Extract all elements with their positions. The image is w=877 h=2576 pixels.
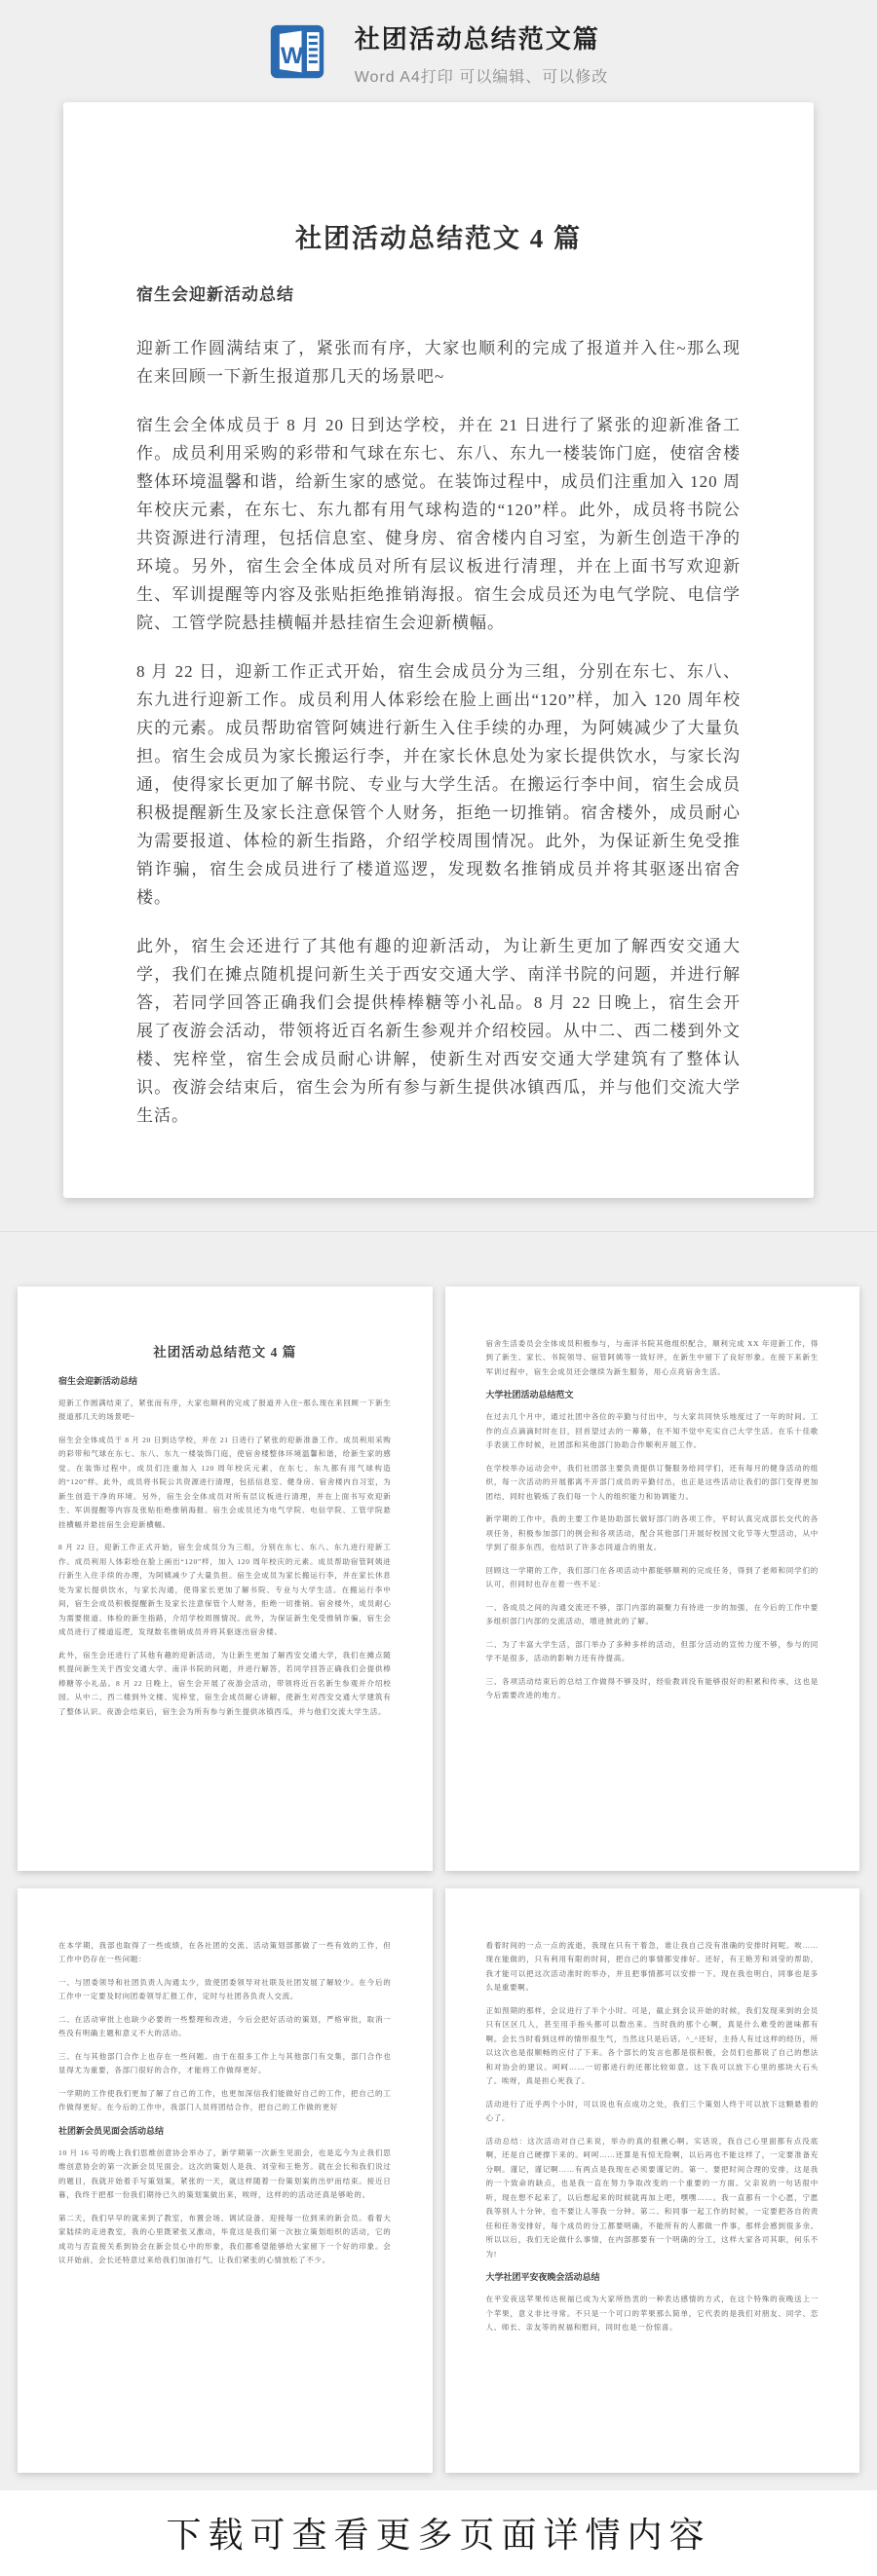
page-thumbnail-2[interactable] <box>445 1287 860 1871</box>
document-paragraph: 在学校举办运动会中，我们社团部主要负责提供订餐服务给同学们，还有每月的健身活动的组织，每一次活动的开展都离不开部门成员的辛勤付出，也正是这些活动让我们的部门变得更加团结，同时也锻炼了我们每一个人的组织能力和协调能力。 <box>485 1463 819 1501</box>
document-paragraph: 回顾这一学期的工作，我们部门在各项活动中都能够顺利的完成任务，得到了老师和同学们的认可，但同时也存在着一些不足： <box>485 1565 819 1589</box>
document-title: 社团活动总结范文 4 篇 <box>295 223 582 253</box>
document-paragraph: 此外，宿生会还进行了其他有趣的迎新活动，为让新生更加了解西安交通大学，我们在摊点随机提问新生关于西安交通大学、南洋书院的问题，并进行解答，若同学回答正确我们会提供棒棒糖等小礼品。8 月 22 日晚上，宿生会开展了夜游会活动，带领将近百名新生参观并介绍校园。从中二、西二楼到外文楼、宪梓堂，宿生会成员耐心讲解，使新生对西安交通大学建筑有了整体认识。夜游会结束后，宿生会为所有参与新生提供冰镇西瓜，并与他们交流大学生活。 <box>58 1650 392 1716</box>
document-paragraph: 正如预期的那样，会议进行了半个小时。可是，截止到会议开始的时候，我们发现来到的会员只有区区几人，甚至用手指头都可以数出来。当时我的那个心啊，真是什么难受的滋味都有啊。会长当时看到这样的情形很生气，当然这只是后话。^_^还好，主持人有过这样的经历，所以这次也是很顺畅的应付了下来。各个部长的发言也都是很积极，会员们也都说了自己的想法和对协会的建议。呵呵……一切都进行的还都比较如意。这下我可以放下心里的那块大石头了。唉呀，真是担心死我了。 <box>485 2005 819 2086</box>
document-paragraph: 一、与团委领导和社团负责人沟通太少，致使团委领导对社联及社团发展了解较少。在今后的工作中一定要及时向团委领导汇报工作，定时与社团各负责人交流。 <box>58 1977 392 2001</box>
document-paragraph: 一学期的工作使我们更加了解了自己的工作，也更加深信我们能做好自己的工作，把自己的工作做得更好。在今后的工作中，我部门人员将团结合作，把自己的工作做的更好 <box>58 2088 392 2112</box>
word-icon-letter: W <box>280 42 303 69</box>
document-paragraph: 第二天，我们早早的就来到了教室，布置会场、调试设备、迎接每一位到来的新会员。看着大家陆续的走进教室，我的心里既紧张又激动，毕竟这是我们第一次独立策划组织的活动，它的成功与否直接关系到协会在新会员心中的形象，我们都希望能够给大家留下一个好的印象。会议开始前，会长还特意过来给我们加油打气，让我们紧张的心情放松了不少。 <box>58 2213 392 2265</box>
section-heading: 大学社团活动总结范文 <box>485 1390 574 1400</box>
document-paragraph: 三、各项活动结束后的总结工作做得不够及时，经验教训没有能够很好的积累和传承，这也是今后需要改进的地方。 <box>485 1676 819 1700</box>
document-paragraph: 活动进行了近乎两个小时，可以说也有点成功之处，我们三个策划人终于可以放下这颗悬着的心了。 <box>485 2099 819 2123</box>
document-paragraph: 8 月 22 日，迎新工作正式开始，宿生会成员分为三组，分别在东七、东八、东九进行迎新工作。成员利用人体彩绘在脸上画出“120”样，加入 120 周年校庆的元素。成员帮助宿管阿姨进行新生入住手续的办理，为阿姨减少了大量负担。宿生会成员为家长搬运行李，并在家长休息处为家长提供饮水，与家长沟通，使得家长更加了解书院、专业与大学生活。在搬运行李中间，宿生会成员积极提醒新生及家长注意保管个人财务，拒绝一切推销。宿舍楼外，成员耐心为需要报道、体检的新生指路，介绍学校周围情况。此外，为保证新生免受推销诈骗，宿生会成员进行了楼道巡逻，发现数名推销成员并将其驱逐出宿舍楼。 <box>58 1543 392 1637</box>
document-paragraph: 看着时间的一点一点的流逝，我现在只有干着急，谁让我自己没有准确的安排时间呢。唉……现在能做的，只有利用有限的时间，把自己的事情都安排好。还好，有王艳芳和刘莹的帮助，我才能可以把这次活动准时的举办，并且把事情都可以安排一下。现在我也明白，同事也是多么是重要啊。 <box>485 1940 819 1993</box>
document-paragraph: 二、在活动审批上也缺少必要的一些整理和改进，今后会把好活动的策划，严格审批，取消一些没有明确主题和意义不大的活动。 <box>58 2014 392 2038</box>
header-text <box>355 23 609 87</box>
document-paragraph: 此外，宿生会还进行了其他有趣的迎新活动，为让新生更加了解西安交通大学，我们在摊点随机提问新生关于西安交通大学、南洋书院的问题，并进行解答，若同学回答正确我们会提供棒棒糖等小礼品。8 月 22 日晚上，宿生会开展了夜游会活动，带领将近百名新生参观并介绍校园。从中二、西二楼到外文楼、宪梓堂，宿生会成员耐心讲解，使新生对西安交通大学建筑有了整体认识。夜游会结束后，宿生会为所有参与新生提供冰镇西瓜，并与他们交流大学生活。 <box>136 936 741 1125</box>
footer <box>0 2490 877 2576</box>
document-paragraph: 二、为了丰富大学生活，部门举办了多种多样的活动，但部分活动的宣传力度不够，参与的同学不是很多，活动的影响力还有待提高。 <box>485 1639 819 1663</box>
document-paragraph: 在过去几个月中，通过社团中各位的辛勤与付出中，与大家共同快乐地度过了一年的时间。工作的点点滴滴时时在目，回首望过去的一幕幕，在不知不觉中充实自己大学生活。在乐十佳歌手表演工作时候，社团部和其他部门协助合作顺利开展工作。 <box>485 1412 819 1450</box>
document-paragraph: 宿舍生活委员会全体成员积极参与，与南洋书院其他组织配合，顺利完成 XX 年迎新工作，得到了新生、家长、书院领导、宿管阿姨等一致好评，在新生中留下了良好形象。在接下来新生军训过程中，宿生会成员还会继续为新生服务，用心点亮宿舍生活。 <box>485 1338 819 1376</box>
document-paragraph: 三、在与其他部门合作上也存在一些问题。由于在很多工作上与其他部门有交集，部门合作也显得尤为重要，各部门很好的合作，才能将工作做得更好。 <box>58 2051 392 2075</box>
section-heading: 社团新会员见面会活动总结 <box>58 2125 165 2136</box>
document-paragraph: 迎新工作圆满结束了，紧张而有序，大家也顺利的完成了报道并入住~那么现在来回顾一下新生报道那几天的场景吧~ <box>136 338 741 386</box>
page-thumbnail-3[interactable] <box>18 1888 433 2473</box>
document-paragraph: 一、各成员之间的沟通交流还不够，部门内部的凝聚力有待进一步的加强，在今后的工作中要多组织部门内部的交流活动，增进彼此的了解。 <box>485 1602 819 1626</box>
page-subtitle: Word A4打印 可以编辑、可以修改 <box>354 68 609 86</box>
page-thumbnail-4[interactable] <box>445 1888 860 2473</box>
document-paragraph: 宿生会全体成员于 8 月 20 日到达学校，并在 21 日进行了紧张的迎新准备工作。成员利用采购的彩带和气球在东七、东八、东九一楼装饰门庭，使宿舍楼整体环境温馨和谐，给新生家的感觉。在装饰过程中，成员们注重加入 120 周年校庆元素，在东七、东九都有用气球构造的“120”样。此外，成员将书院公共资源进行清理，包括信息室、健身房、宿舍楼内自习室，为新生创造干净的环境。另外，宿生会全体成员对所有层议板进行清理，并在上面书写欢迎新生、军训提醒等内容及张贴拒绝推销海报。宿生会成员还为电气学院、电信学院、工管学院悬挂横幅并悬挂宿生会迎新横幅。 <box>58 1435 392 1529</box>
document-paragraph: 在平安夜送苹果传达祝福已成为大家所热衷的一种表达感情的方式，在这个特殊的夜晚送上一个苹果，意义非比寻常。不只是一个可口的苹果那么简单，它代表的是我们对朋友、同学、恋人、师长、亲友等的祝福和慰问，同时也是一份惊喜。 <box>485 2295 819 2333</box>
section-heading: 宿生会迎新活动总结 <box>58 1375 138 1386</box>
section-heading: 大学社团平安夜晚会活动总结 <box>485 2272 600 2283</box>
page-title: 社团活动总结范文篇 <box>354 24 600 54</box>
document-paragraph: 10 月 16 号的晚上我们思维创意协会举办了，新学期第一次新生见面会，也是迄今为止我们思维创意协会的第一次新会员见面会。这次的策划人是我、刘莹和王艳芳。就在会长和我们说过的题目，我就开始着手写策划案，紧张的一天，就这样随着一份策划案的出炉而结束。接近日暮，我终于把那一份我们期待已久的策划案做出来，唉呀，这样的的活动还真是够呛的。 <box>58 2147 392 2200</box>
document-title: 社团活动总结范文 4 篇 <box>153 1344 297 1360</box>
document-paragraph: 迎新工作圆满结束了，紧张而有序，大家也顺利的完成了报道并入住~那么现在来回顾一下新生报道那几天的场景吧~ <box>58 1398 392 1422</box>
header <box>0 0 877 96</box>
document-paragraph: 活动总结：这次活动对自己来说，举办的真的很揪心啊。实话说，我自己心里面都有点没底啊，还是自己硬撑下来的。呵呵……还算是有惊无险啊，以后再也不能这样了，一定要准备充分啊。谨记，谨记啊……有两点是我现在必须要谨记的。第一、要把时间合理的安排，这是我的一个致命的缺点，也是我一直在努力争取改变的一个重要的一方面。父亲说的一句话很中听，现在想不起来了，以后想起来的时候就再加上吧，嘿嘿……。我一直都有一个心愿，宁愿我等别人十分钟，也不要让人等我一分钟。第二、和同事一起工作的时候，一定要把各自的责任和任务安排好，每个成员的分工都要明确，不能所有的人都做一件事，那样会感到很多余。所以以后，我们无论做什么事情，在内部都要有一个明确的分工，这样大家各司其职，何乐不为! <box>485 2136 819 2259</box>
main-content <box>0 102 877 2473</box>
page-thumbnail-1[interactable] <box>18 1287 433 1871</box>
document-paragraph: 新学期的工作中，我的主要工作是协助部长做好部门的各项工作，平时认真完成部长交代的各项任务，积极参加部门的例会和各项活动，配合其他部门开展好校园文化节等大型活动，从中学到了很多东西，也结识了许多志同道合的朋友。 <box>485 1514 819 1552</box>
section-heading: 宿生会迎新活动总结 <box>136 284 294 304</box>
document-paragraph: 宿生会全体成员于 8 月 20 日到达学校，并在 21 日进行了紧张的迎新准备工作。成员利用采购的彩带和气球在东七、东八、东九一楼装饰门庭，使宿舍楼整体环境温馨和谐，给新生家的感觉。在装饰过程中，成员们注重加入 120 周年校庆元素，在东七、东九都有用气球构造的“120”样。此外，成员将书院公共资源进行清理，包括信息室、健身房、宿舍楼内自习室，为新生创造干净的环境。另外，宿生会全体成员对所有层议板进行清理，并在上面书写欢迎新生、军训提醒等内容及张贴拒绝推销海报。宿生会成员还为电气学院、电信学院、工管学院悬挂横幅并悬挂宿生会迎新横幅。 <box>136 415 741 632</box>
document-preview-page-1[interactable] <box>63 102 814 1198</box>
document-paragraph: 8 月 22 日，迎新工作正式开始，宿生会成员分为三组，分别在东七、东八、东九进行迎新工作。成员利用人体彩绘在脸上画出“120”样，加入 120 周年校庆的元素。成员帮助宿管阿姨进行新生入住手续的办理，为阿姨减少了大量负担。宿生会成员为家长搬运行李，并在家长休息处为家长提供饮水，与家长沟通，使得家长更加了解书院、专业与大学生活。在搬运行李中间，宿生会成员积极提醒新生及家长注意保管个人财务，拒绝一切推销。宿舍楼外，成员耐心为需要报道、体检的新生指路，介绍学校周围情况。此外，为保证新生免受推销诈骗，宿生会成员进行了楼道巡逻，发现数名推销成员并将其驱逐出宿舍楼。 <box>136 661 741 907</box>
thumbnail-grid <box>0 1232 877 2473</box>
document-paragraph: 在本学期，我部也取得了一些成绩，在各社团的交流、活动策划部都做了一些有效的工作，但工作中仍存在一些问题： <box>58 1940 392 1964</box>
footer-text: 下载可查看更多页面详情内容 <box>166 2515 711 2556</box>
word-file-icon <box>269 23 325 80</box>
word-file-icon-svg <box>269 23 325 80</box>
